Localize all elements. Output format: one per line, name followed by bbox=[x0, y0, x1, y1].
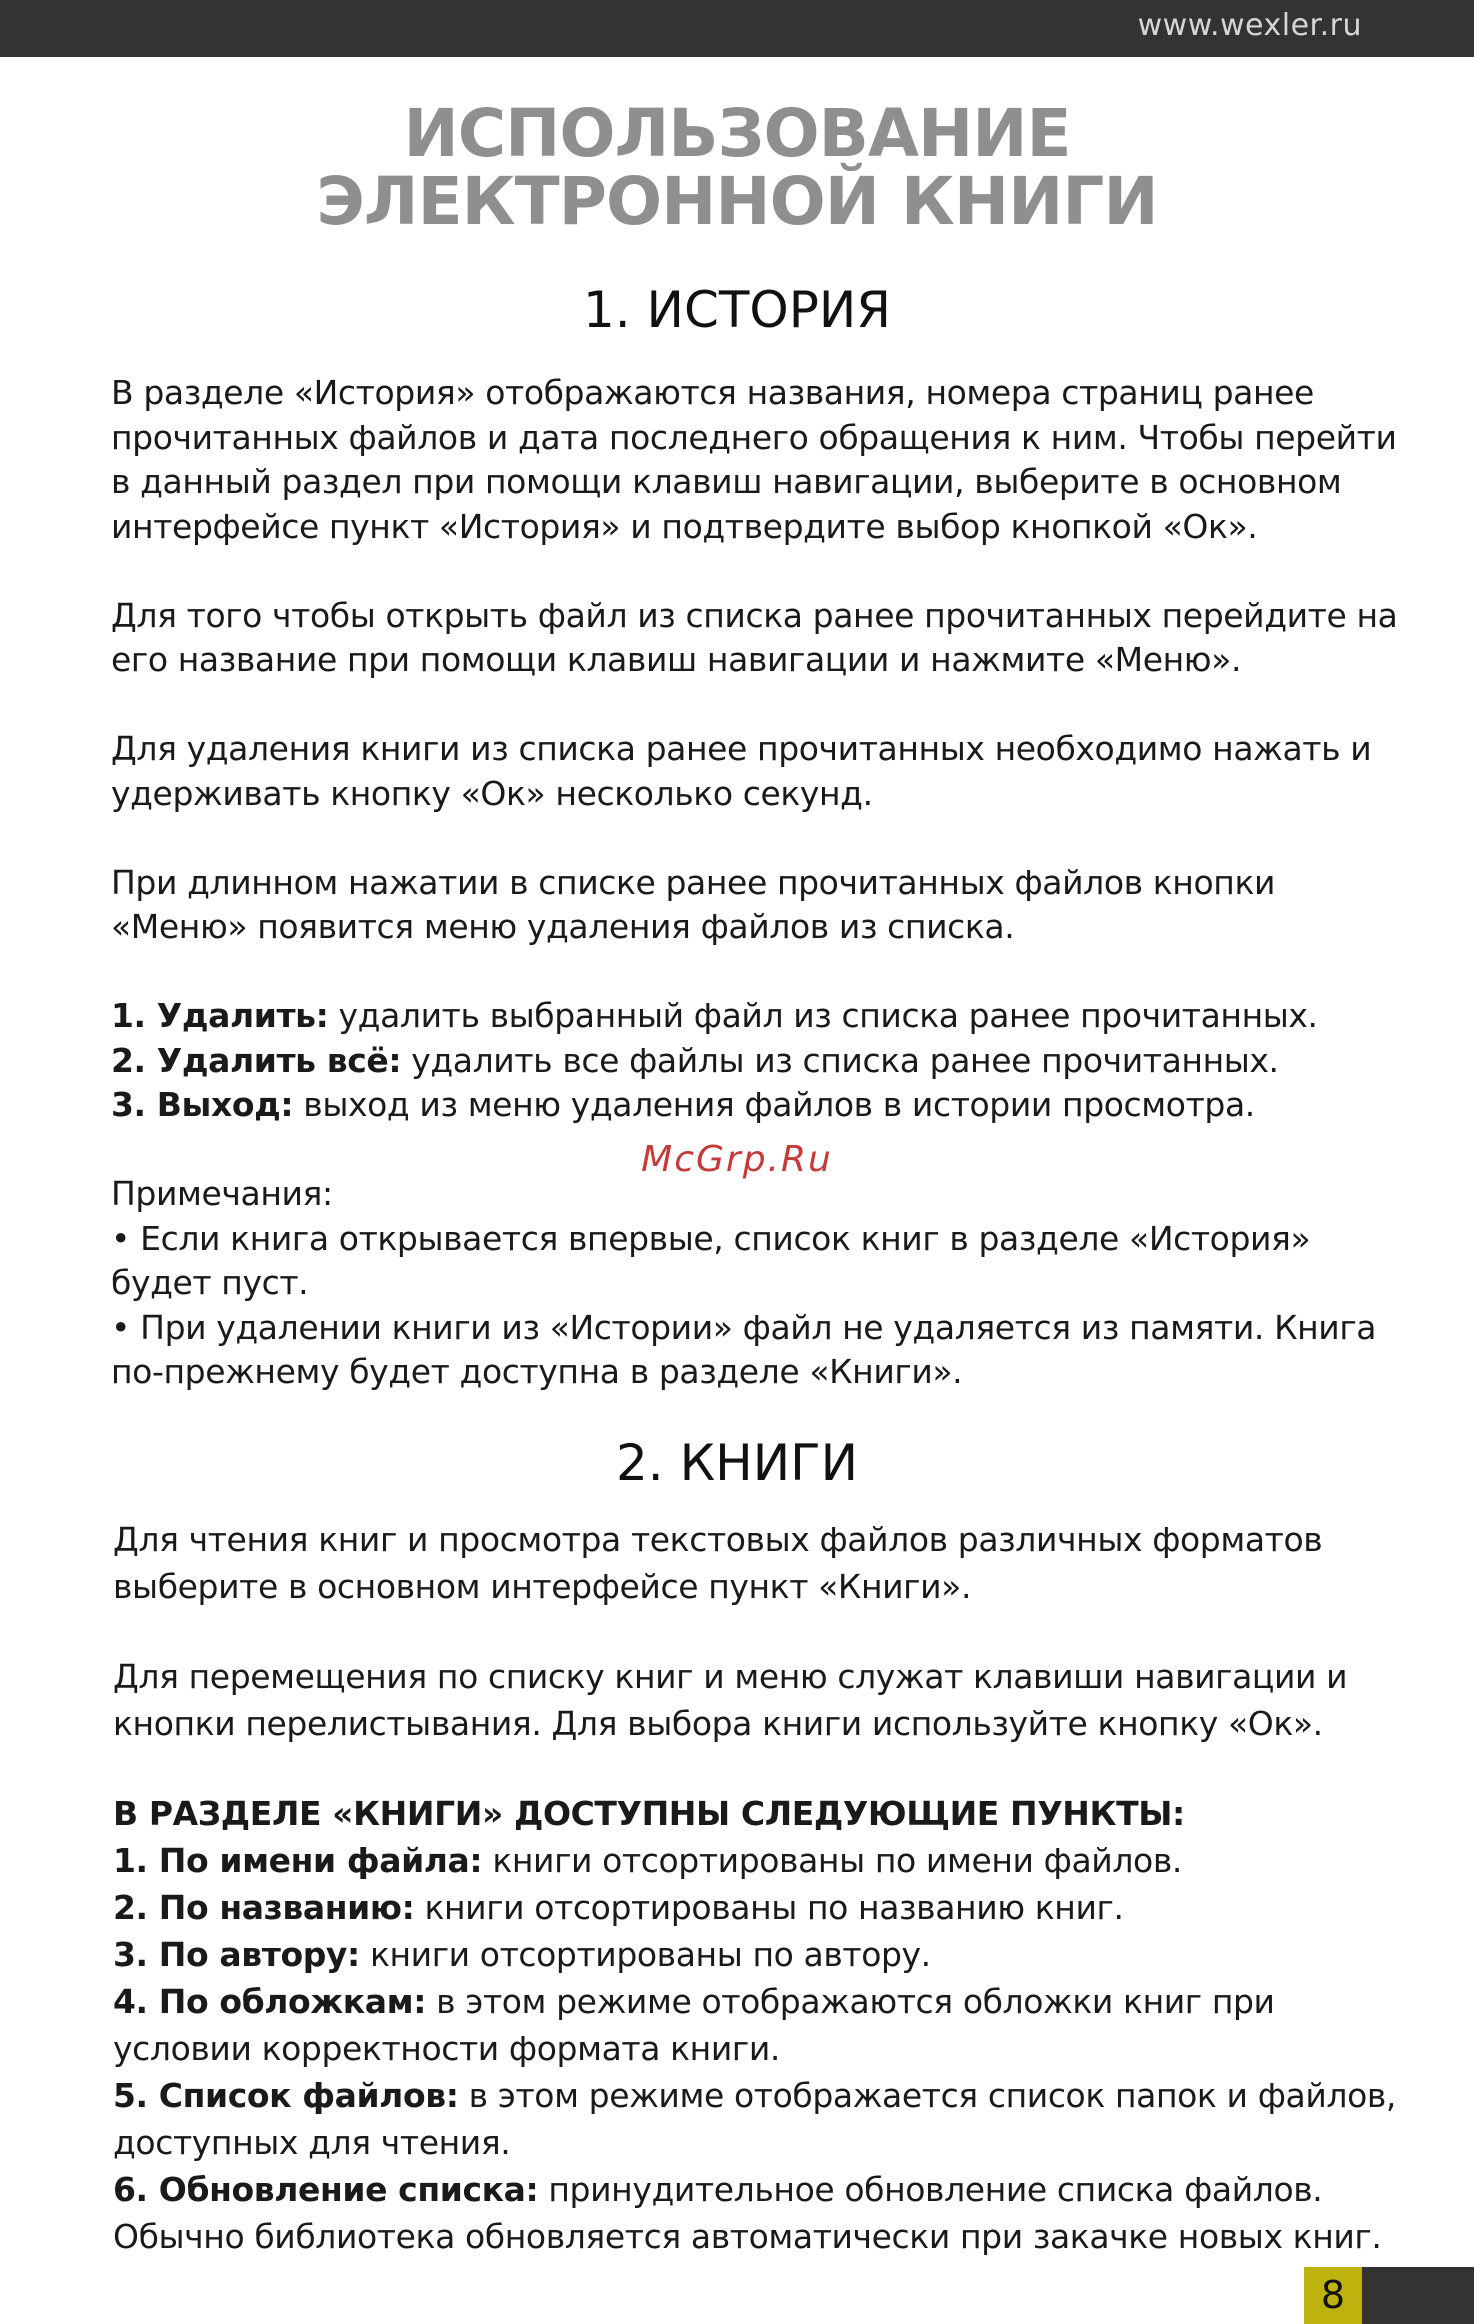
books-item-4-label: 4. По обложкам: bbox=[113, 1982, 426, 2021]
page-title bbox=[0, 95, 1474, 240]
books-item-2 bbox=[113, 1884, 1403, 1931]
history-item-2 bbox=[111, 1039, 1401, 1084]
page-title-line2: ЭЛЕКТРОННОЙ КНИГИ bbox=[316, 163, 1158, 240]
section-heading-books: 2. КНИГИ bbox=[616, 1434, 858, 1492]
section-heading-history: 1. ИСТОРИЯ bbox=[582, 281, 892, 339]
books-para-1: Для чтения книг и просмотра текстовых файлов различных форматов выберите в основном интерфейсе пункт «Книги». bbox=[113, 1520, 1323, 1606]
header-bar bbox=[0, 0, 1474, 57]
books-item-5-label: 5. Список файлов: bbox=[113, 2076, 459, 2115]
history-item-2-text: удалить все файлы из списка ранее прочитанных. bbox=[401, 1040, 1279, 1080]
history-item-1-label: 1. Удалить: bbox=[111, 996, 329, 1035]
footer-bar bbox=[1362, 2267, 1474, 2324]
history-para-3: Для удаления книги из списка ранее прочитанных необходимо нажать и удерживать кнопку «Ок» несколько секунд. bbox=[111, 729, 1372, 813]
note-2: • При удалении книги из «Истории» файл не удаляется из памяти. Книга по-прежнему будет доступна в разделе «Книги». bbox=[111, 1307, 1377, 1391]
books-item-6-text: принудительное обновление списка файлов. Обычно библиотека обновляется автоматически при закачке новых книг. bbox=[113, 2170, 1382, 2256]
books-item-4-text: в этом режиме отображаются обложки книг при условии корректности формата книги. bbox=[113, 1982, 1275, 2068]
books-item-3 bbox=[113, 1931, 1403, 1978]
history-item-2-label: 2. Удалить всё: bbox=[111, 1040, 402, 1080]
watermark: McGrp.Ru bbox=[641, 1139, 833, 1180]
books-list-title-text: В РАЗДЕЛЕ «КНИГИ» ДОСТУПНЫ СЛЕДУЮЩИЕ ПУНКТЫ: bbox=[113, 1794, 1185, 1833]
books-item-4 bbox=[113, 1978, 1403, 2072]
books-item-5-text: в этом режиме отображается список папок и файлов, доступных для чтения. bbox=[113, 2076, 1396, 2162]
history-item-3 bbox=[111, 1083, 1401, 1128]
books-para-2: Для перемещения по списку книг и меню служат клавиши навигации и кнопки перелистывания. Для выбора книги используйте кнопку «Ок». bbox=[113, 1657, 1348, 1743]
books-item-2-label: 2. По названию: bbox=[113, 1888, 415, 1927]
section-history-body bbox=[111, 371, 1401, 1395]
books-item-1-label: 1. По имени файла: bbox=[113, 1841, 483, 1880]
section-books-body bbox=[113, 1516, 1403, 2260]
books-item-3-text: книги отсортированы по автору. bbox=[359, 1935, 931, 1974]
notes-title: Примечания: bbox=[111, 1174, 333, 1213]
note-1: • Если книга открывается впервые, список книг в разделе «История» будет пуст. bbox=[111, 1218, 1311, 1302]
page-title-line1: ИСПОЛЬЗОВАНИЕ bbox=[403, 95, 1071, 172]
site-url: www.wexler.ru bbox=[1137, 8, 1362, 43]
history-para-4: При длинном нажатии в списке ранее прочитанных файлов кнопки «Меню» появится меню удаления файлов из списка. bbox=[111, 862, 1276, 946]
history-item-1 bbox=[111, 994, 1401, 1039]
history-item-3-text: выход из меню удаления файлов в истории просмотра. bbox=[293, 1085, 1255, 1124]
books-item-3-label: 3. По автору: bbox=[113, 1935, 360, 1974]
history-item-1-text: удалить выбранный файл из списка ранее прочитанных. bbox=[328, 996, 1318, 1035]
books-item-1-text: книги отсортированы по имени файлов. bbox=[482, 1841, 1182, 1880]
page-number: 8 bbox=[1304, 2267, 1362, 2324]
books-item-1 bbox=[113, 1837, 1403, 1884]
history-para-1: В разделе «История» отображаются названия, номера страниц ранее прочитанных файлов и дата последнего обращения к ним. Чтобы перейти в данный раздел при помощи клавиш навигации, выберите в основном интерфейсе пункт «История» и подтвердите выбор кнопкой «Ок». bbox=[111, 373, 1397, 546]
history-item-3-label: 3. Выход: bbox=[111, 1085, 294, 1124]
books-item-5 bbox=[113, 2072, 1403, 2166]
books-list-title bbox=[113, 1790, 1403, 1837]
books-item-6 bbox=[113, 2166, 1403, 2260]
history-para-2: Для того чтобы открыть файл из списка ранее прочитанных перейдите на его название при помощи клавиш навигации и нажмите «Меню». bbox=[111, 595, 1398, 679]
books-item-6-label: 6. Обновление списка: bbox=[113, 2170, 539, 2209]
books-item-2-text: книги отсортированы по названию книг. bbox=[414, 1888, 1124, 1927]
